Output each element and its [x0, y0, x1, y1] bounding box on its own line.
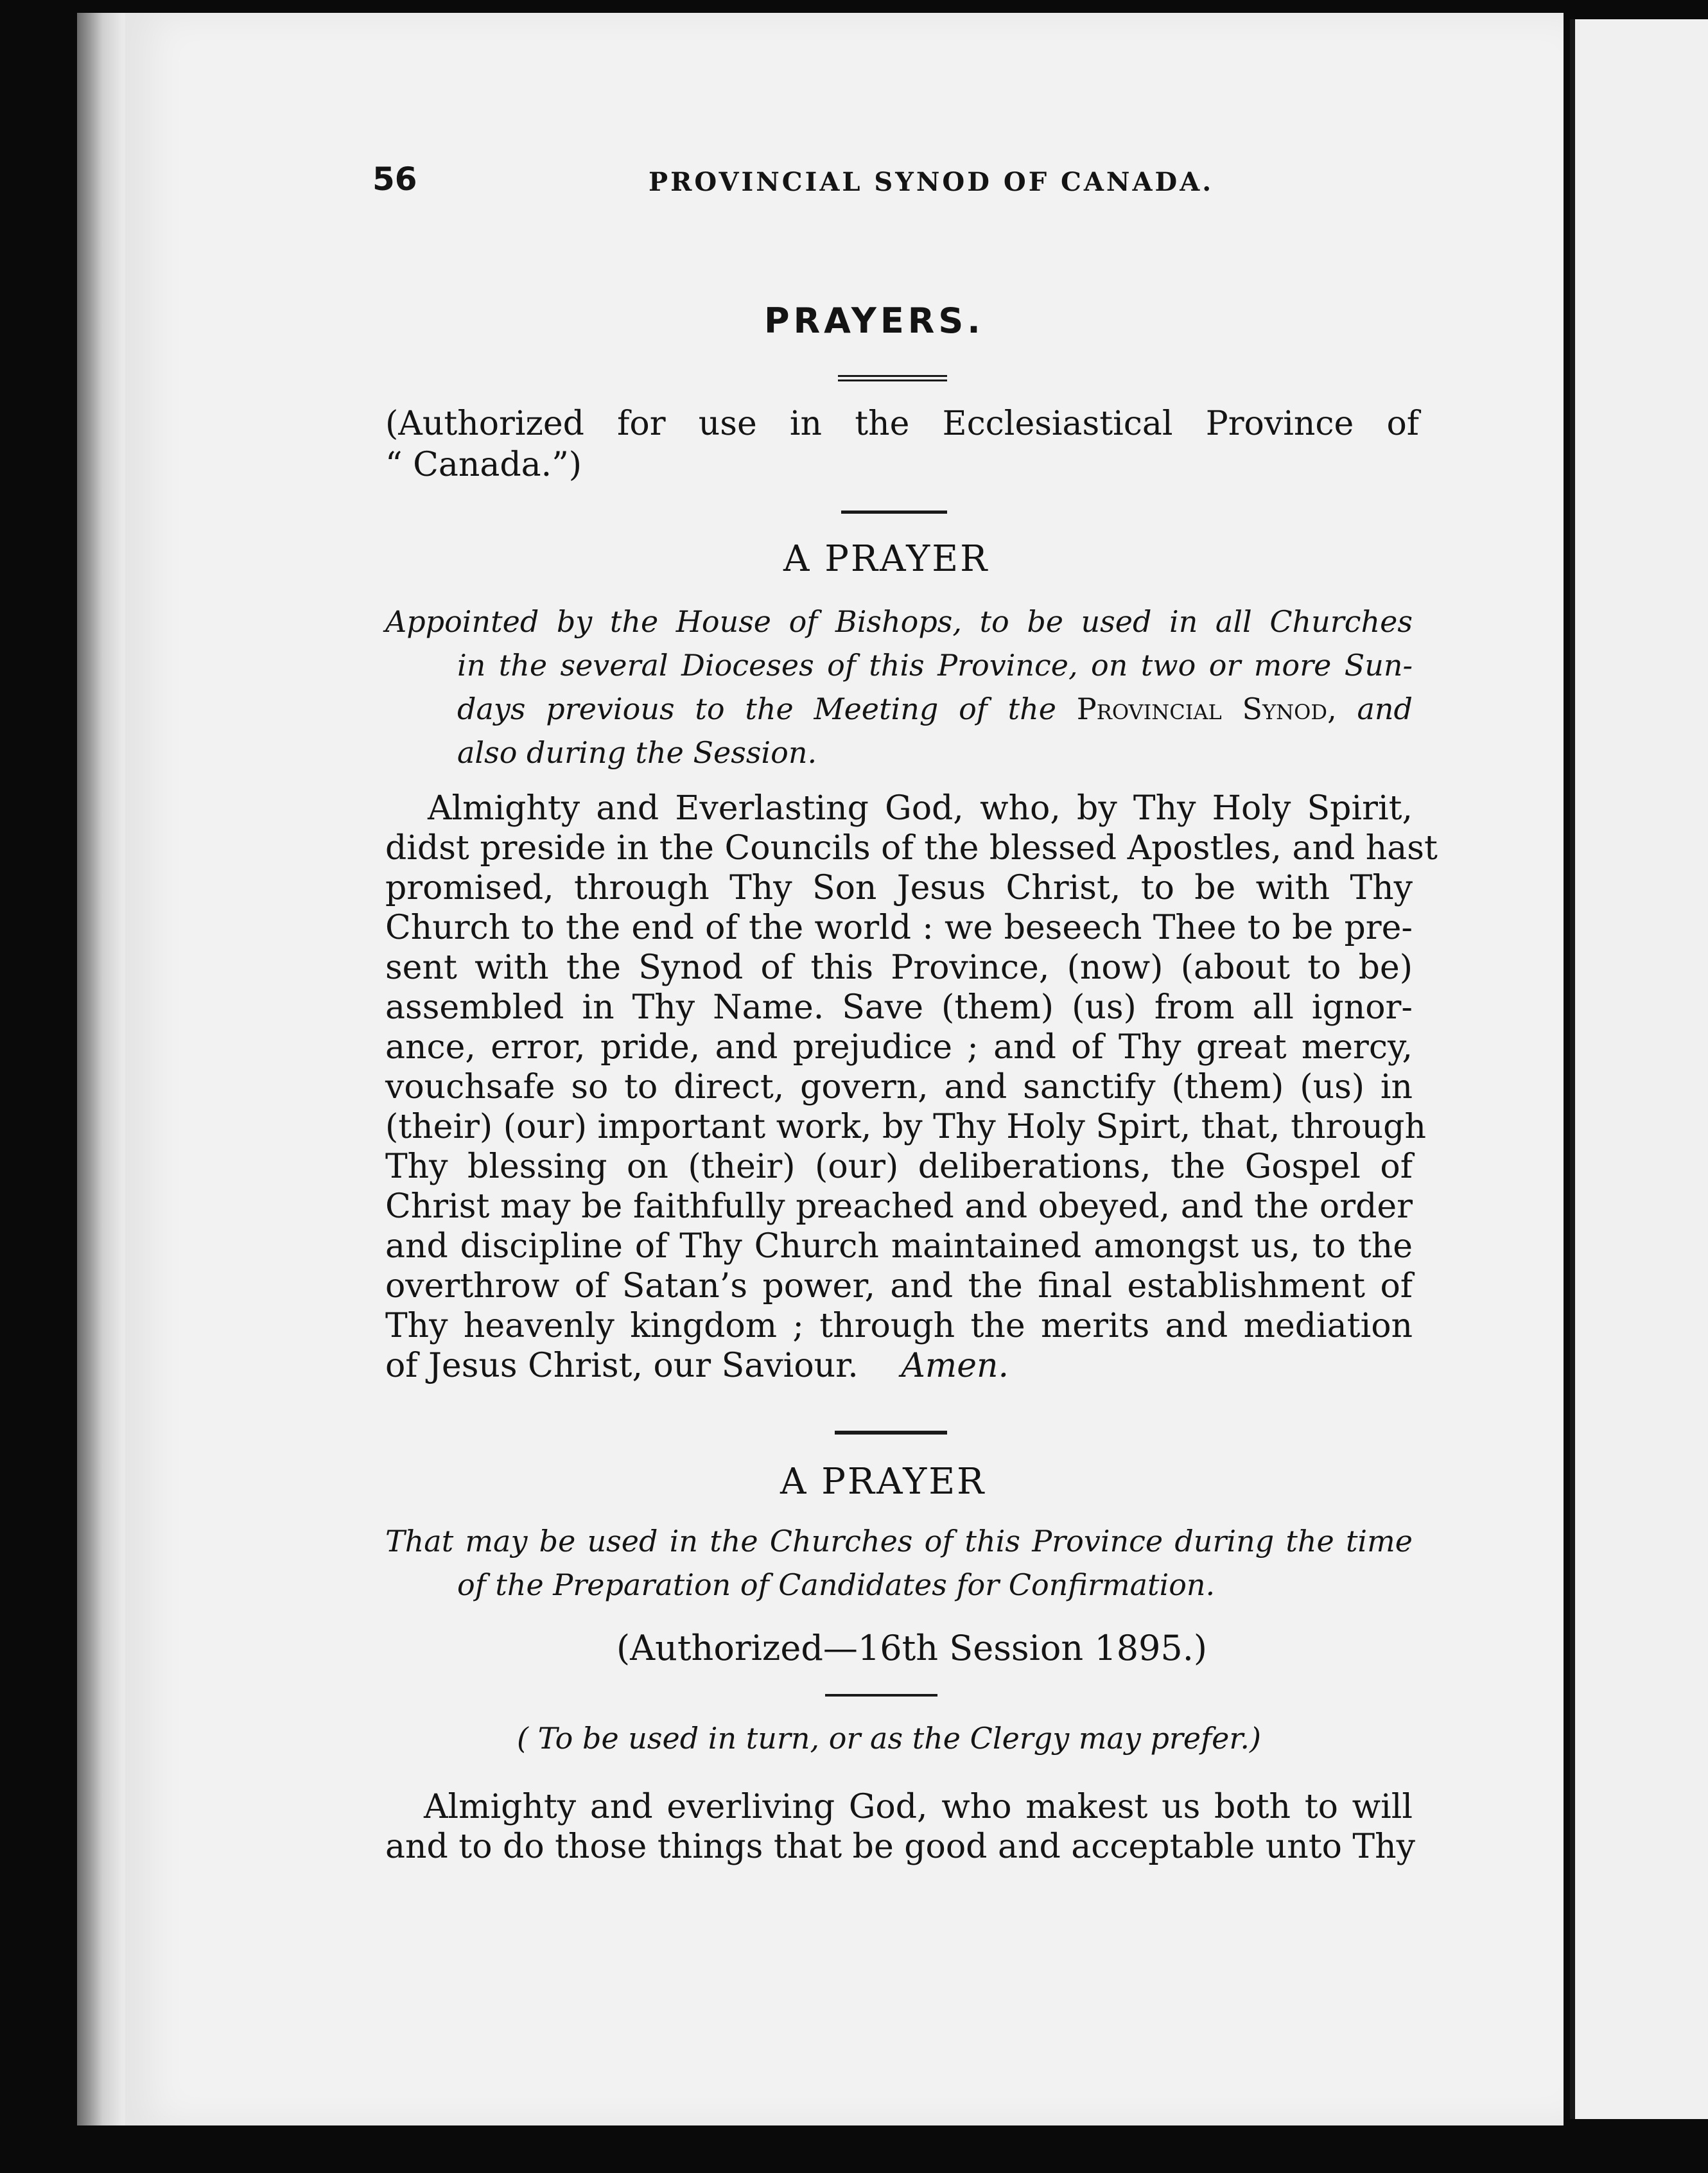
authorized-session: (Authorized—16th Session 1895.)	[616, 1628, 1208, 1668]
rubric-line	[457, 687, 1413, 731]
body-line: Christ may be faithfully preached and obeyed, and the order	[385, 1187, 1413, 1226]
body-line: assembled in Thy Name. Save (them) (us) from all ignor-	[385, 988, 1413, 1027]
prayer2-heading: A PRAYER	[780, 1461, 986, 1503]
authorization-note-line1: (Authorized for use in the Ecclesiastical Province of	[385, 405, 1419, 443]
body-line: and to do those things that be good and acceptable unto Thy	[385, 1828, 1415, 1866]
body-line: Church to the end of the world : we beseech Thee to be pre-	[385, 909, 1413, 947]
body-line: Thy heavenly kingdom ; through the merits and mediation	[385, 1307, 1413, 1345]
body-line: Almighty and everliving God, who makest us both to will	[424, 1788, 1413, 1826]
prayer2-rubric-indented	[457, 1563, 1215, 1607]
prayer2-rubric	[385, 1519, 1413, 1563]
prayer1-body	[385, 789, 1438, 1386]
amen: Amen.	[901, 1347, 1009, 1385]
body-line: promised, through Thy Son Jesus Christ, to be with Thy	[385, 869, 1413, 907]
running-head	[372, 161, 1425, 205]
double-rule-divider	[838, 375, 947, 381]
rubric-fragment: and	[1357, 692, 1413, 726]
body-line: didst preside in the Councils of the blessed Apostles, and hast	[385, 829, 1438, 868]
body-line-final	[385, 1346, 1413, 1386]
body-line: Almighty and Everlasting God, who, by Thy Holy Spirit,	[428, 789, 1413, 828]
prayer2-body	[385, 1787, 1413, 1867]
body-line: (their) (our) important work, by Thy Holy Spirt, that, through	[385, 1108, 1426, 1146]
rubric-fragment: days previous to the Meeting of the	[457, 692, 1056, 726]
rubric-line: in the several Dioceses of this Province, on two or more Sun-	[457, 648, 1413, 683]
section-title: PRAYERS.	[764, 301, 984, 341]
page-number: 56	[372, 161, 417, 198]
body-line: overthrow of Satan’s power, and the final establishment of	[385, 1267, 1413, 1305]
rubric-line: also during the Session.	[457, 735, 817, 770]
prayer1-rubric	[385, 600, 1413, 643]
body-line: sent with the Synod of this Province, (now) (about to be)	[385, 948, 1413, 987]
rubric-line: Appointed by the House of Bishops, to be used in all Churches	[385, 604, 1413, 639]
rubric-line: of the Preparation of Candidates for Confirmation.	[457, 1567, 1216, 1602]
usage-instruction: ( To be used in turn, or as the Clergy may prefer.)	[517, 1721, 1261, 1756]
rubric-line: That may be used in the Churches of this Province during the time	[385, 1524, 1413, 1558]
body-line: Thy blessing on (their) (our) deliberations, the Gospel of	[385, 1148, 1413, 1186]
divider-rule	[825, 1694, 937, 1697]
prayer1-heading: A PRAYER	[783, 538, 989, 580]
facing-page-edge	[1570, 19, 1708, 2119]
rubric-smallcaps: Provincial Synod,	[1076, 692, 1337, 726]
body-line: vouchsafe so to direct, govern, and sanctify (them) (us) in	[385, 1068, 1413, 1106]
divider-rule	[835, 1431, 947, 1435]
body-fragment: of Jesus Christ, our Saviour.	[385, 1347, 858, 1385]
running-title: PROVINCIAL SYNOD OF CANADA.	[649, 167, 1214, 197]
divider-rule	[841, 511, 947, 514]
body-line: and discipline of Thy Church maintained amongst us, to the	[385, 1227, 1413, 1266]
prayer1-rubric-indented	[457, 643, 1413, 774]
body-line: ance, error, pride, and prejudice ; and of Thy great mercy,	[385, 1028, 1413, 1067]
authorization-note-line2: “ Canada.”)	[385, 446, 582, 484]
